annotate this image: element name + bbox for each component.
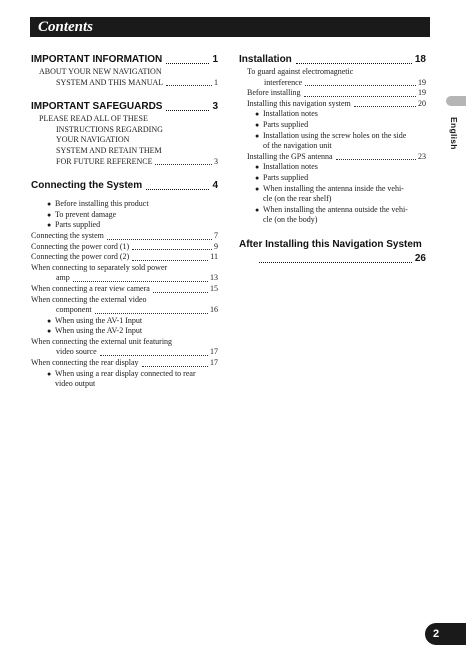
section-title: After Installing this Navigation System <box>239 238 422 250</box>
language-tab-label: English <box>449 117 459 150</box>
dot-leader <box>153 292 208 293</box>
bullet-icon: ● <box>47 210 52 219</box>
section-leader-row <box>239 252 426 266</box>
toc-bullet-item[interactable] <box>31 326 218 337</box>
entry-page: 20 <box>418 98 426 108</box>
bullet-icon: ● <box>255 173 260 182</box>
entry-page: 1 <box>214 77 218 87</box>
section-page: 4 <box>212 180 218 192</box>
entry-page: 9 <box>214 241 218 251</box>
entry-text: Connecting the system <box>31 230 104 240</box>
dot-leader <box>100 355 208 356</box>
toc-section-connecting-the-system[interactable] <box>31 179 218 193</box>
entry-page: 15 <box>210 283 218 293</box>
toc-bullet-item[interactable] <box>239 205 426 226</box>
toc-entry[interactable]: PLEASE READ ALL OF THESE <box>39 114 148 124</box>
toc-entry[interactable] <box>239 152 426 163</box>
bullet-icon: ● <box>255 184 260 193</box>
bullet-text-line: When installing the antenna inside the vehi- <box>263 183 404 193</box>
bullet-icon: ● <box>47 221 52 230</box>
bullet-icon: ● <box>255 163 260 172</box>
bullet-icon: ● <box>47 200 52 209</box>
toc-entry-continued: YOUR NAVIGATION <box>56 135 130 145</box>
bullet-icon: ● <box>47 316 52 325</box>
dot-leader <box>259 262 412 263</box>
toc-entry[interactable]: To guard against electromagnetic <box>247 67 354 76</box>
bullet-text: Parts supplied <box>55 220 101 230</box>
entry-page: 13 <box>210 273 218 283</box>
toc-entry[interactable]: ABOUT YOUR NEW NAVIGATION <box>39 67 162 76</box>
toc-bullet-item[interactable] <box>31 199 218 210</box>
dot-leader <box>132 249 212 250</box>
bullet-text: When using the AV-1 Input <box>55 315 143 325</box>
dot-leader <box>304 96 416 97</box>
entry-page: 3 <box>214 156 218 166</box>
toc-bullet-item[interactable] <box>239 131 426 152</box>
bullet-icon: ● <box>255 131 260 140</box>
dot-leader <box>166 63 209 64</box>
bullet-text-line: cle (on the body) <box>263 215 318 225</box>
bullet-text: Before installing this product <box>55 199 149 209</box>
toc-entry[interactable]: When connecting the external video <box>31 294 147 304</box>
section-page: 26 <box>414 252 426 264</box>
entry-text: component <box>56 305 92 315</box>
language-tab-marker <box>446 96 466 106</box>
toc-left-column <box>31 53 218 390</box>
bullet-text <box>263 131 426 152</box>
toc-section-important-safeguards[interactable] <box>31 100 218 114</box>
dot-leader <box>305 85 416 86</box>
entry-text: Connecting the power cord (1) <box>31 241 130 251</box>
entry-text: Before installing <box>247 88 301 98</box>
bullet-text: When using the AV-2 Input <box>55 326 143 336</box>
dot-leader <box>354 106 416 107</box>
dot-leader <box>166 110 209 111</box>
section-page: 18 <box>414 54 426 65</box>
bullet-text-line: of the navigation unit <box>263 141 332 151</box>
toc-section-installation[interactable] <box>239 53 426 67</box>
toc-bullet-item[interactable] <box>239 162 426 173</box>
dot-leader <box>73 281 208 282</box>
bullet-text: Parts supplied <box>263 172 309 182</box>
bullet-text-line: When using a rear display connected to rear <box>55 368 196 378</box>
toc-entry[interactable] <box>31 252 218 263</box>
toc-section-after-installing[interactable] <box>239 238 426 266</box>
entry-text: Connecting the power cord (2) <box>31 252 130 262</box>
entry-text: interference <box>264 77 303 87</box>
section-page: 3 <box>212 101 218 113</box>
entry-text: amp <box>56 273 70 283</box>
contents-header-bar <box>30 17 430 37</box>
toc-bullet-item[interactable] <box>239 109 426 120</box>
section-title: IMPORTANT INFORMATION <box>31 54 163 65</box>
dot-leader <box>155 164 212 165</box>
page-number-badge: 2 <box>425 623 466 645</box>
entry-page: 17 <box>210 347 218 357</box>
section-page: 1 <box>212 54 218 65</box>
bullet-text-line: Installation using the screw holes on the side <box>263 130 407 140</box>
toc-bullet-item[interactable] <box>31 316 218 327</box>
entry-page: 17 <box>210 358 218 368</box>
dot-leader <box>336 159 416 160</box>
bullet-text-line: video output <box>55 379 96 389</box>
dot-leader <box>132 260 208 261</box>
entry-page: 7 <box>214 230 218 240</box>
entry-page: 23 <box>418 151 426 161</box>
entry-page: 19 <box>418 77 426 87</box>
entry-text: Installing the GPS antenna <box>247 151 333 161</box>
bullet-text: Installation notes <box>263 162 318 172</box>
section-title: Installation <box>239 54 292 65</box>
toc-bullet-item[interactable] <box>239 173 426 184</box>
entry-page: 11 <box>210 252 218 262</box>
bullet-text <box>263 184 426 205</box>
toc-bullet-item[interactable] <box>239 184 426 205</box>
bullet-text-line: cle (on the rear shelf) <box>263 194 332 204</box>
toc-entry[interactable] <box>31 284 218 295</box>
toc-entry-continued: SYSTEM AND RETAIN THEM <box>56 145 162 155</box>
toc-entry-continued: INSTRUCTIONS REGARDING <box>56 124 163 134</box>
entry-text: Installing this navigation system <box>247 98 351 108</box>
toc-entry-continued[interactable] <box>31 273 218 284</box>
entry-text: When connecting a rear view camera <box>31 283 150 293</box>
entry-text: video source <box>56 347 97 357</box>
entry-text: When connecting the rear display <box>31 358 139 368</box>
bullet-icon: ● <box>255 205 260 214</box>
toc-entry[interactable] <box>31 78 218 89</box>
entry-page: 19 <box>418 88 426 98</box>
bullet-text <box>55 369 218 390</box>
toc-right-column <box>239 53 426 266</box>
dot-leader <box>142 366 208 367</box>
dot-leader <box>95 313 208 314</box>
section-title: Connecting the System <box>31 180 143 192</box>
entry-page: 16 <box>210 305 218 315</box>
toc-entry[interactable] <box>31 358 218 369</box>
bullet-icon: ● <box>255 120 260 129</box>
entry-text: SYSTEM AND THIS MANUAL <box>56 77 164 87</box>
toc-entry[interactable] <box>239 88 426 99</box>
toc-entry[interactable] <box>31 231 218 242</box>
bullet-text: Installation notes <box>263 109 318 119</box>
dot-leader <box>107 239 212 240</box>
toc-entry-continued[interactable] <box>31 305 218 316</box>
toc-entry[interactable] <box>31 157 218 168</box>
toc-bullet-item[interactable] <box>239 120 426 131</box>
bullet-text-line: When installing the antenna outside the vehi- <box>263 204 408 214</box>
bullet-text <box>263 205 426 226</box>
section-title: IMPORTANT SAFEGUARDS <box>31 101 163 113</box>
toc-entry-continued[interactable] <box>31 347 218 358</box>
entry-text: FOR FUTURE REFERENCE <box>56 156 153 166</box>
toc-section-important-information[interactable] <box>31 53 218 67</box>
bullet-icon: ● <box>47 327 52 336</box>
bullet-icon: ● <box>47 369 52 378</box>
toc-bullet-item[interactable] <box>31 369 218 390</box>
page-title: Contents <box>38 19 94 35</box>
toc-entry-continued[interactable] <box>239 78 426 89</box>
dot-leader <box>166 85 212 86</box>
bullet-text: To prevent damage <box>55 209 117 219</box>
toc-entry[interactable] <box>31 242 218 253</box>
bullet-icon: ● <box>255 110 260 119</box>
toc-entry[interactable] <box>239 99 426 110</box>
toc-bullet-item[interactable] <box>31 220 218 231</box>
dot-leader <box>296 63 412 64</box>
toc-bullet-item[interactable] <box>31 210 218 221</box>
toc-entry[interactable]: When connecting the external unit featuring <box>31 336 173 346</box>
toc-entry[interactable]: When connecting to separately sold power <box>31 262 168 272</box>
bullet-text: Parts supplied <box>263 119 309 129</box>
dot-leader <box>146 189 209 190</box>
